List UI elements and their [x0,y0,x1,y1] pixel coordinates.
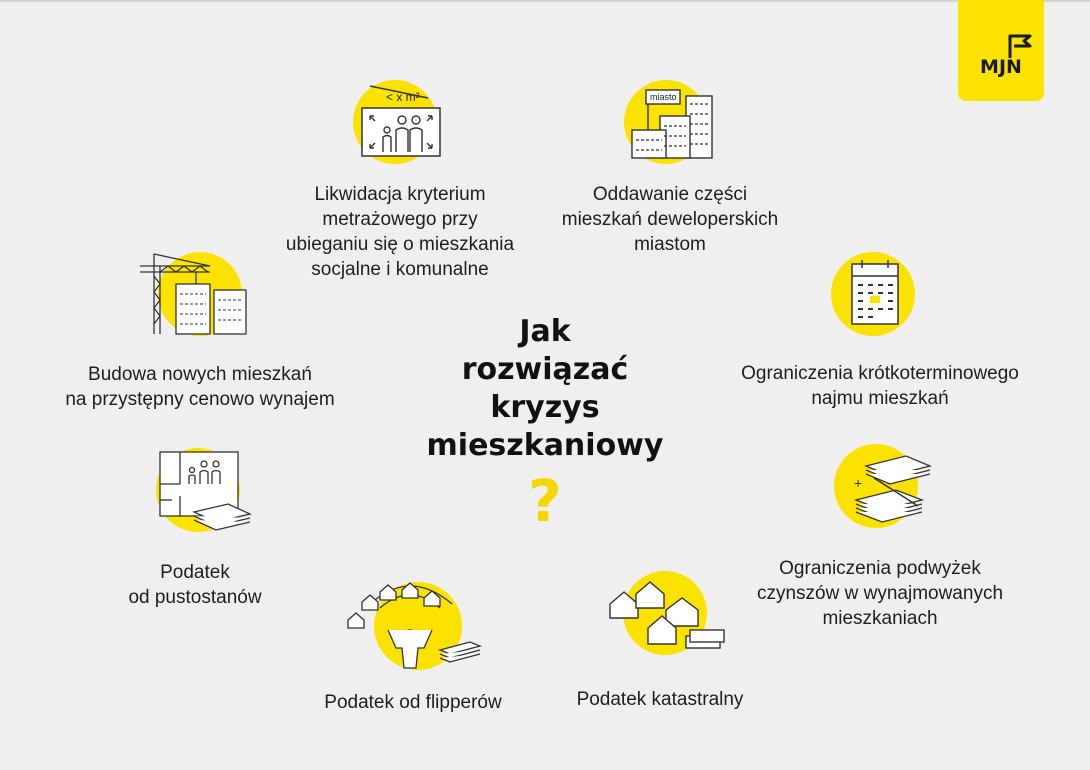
item-label-rent-increase: Ograniczenia podwyżek czynszów w wynajmowanych mieszkaniach [756,558,1004,629]
houses-icon [602,568,732,663]
item-label-developer-apartments: Oddawanie części mieszkań deweloperskich miastom [561,184,779,255]
city-buildings-icon [616,72,726,167]
svg-text:< x m²: < x m² [386,90,420,104]
item-label-floor-criterion: Likwidacja kryterium metrażowego przy ubieganiu się o mieszkania socjalne i komunalne [285,184,515,280]
money-stack-icon [826,440,936,535]
empty-apartment-icon [146,444,256,539]
question-mark: ? [528,467,562,535]
calendar-icon [828,250,918,340]
center-title: Jak rozwiązać kryzys mieszkaniowy [426,314,664,463]
svg-text:+: + [854,475,863,491]
mjn-logo [958,0,1044,101]
item-label-flipper-tax: Podatek od flipperów [324,692,502,713]
item-label-cadastral-tax: Podatek katastralny [576,689,744,710]
juggler-icon [340,568,490,678]
item-label-short-term-rental: Ograniczenia krótkoterminowego najmu mieszkań [741,363,1019,409]
item-label-new-affordable-housing: Budowa nowych mieszkań na przystępny cenowo wynajem [65,364,335,410]
svg-text:miasto: miasto [650,92,677,102]
construction-crane-icon [130,246,260,341]
floor-area-icon [340,72,450,167]
logo-text: MJN [980,56,1022,78]
item-label-vacancy-tax: Podatek od pustostanów [128,562,262,608]
top-border [0,0,1090,2]
